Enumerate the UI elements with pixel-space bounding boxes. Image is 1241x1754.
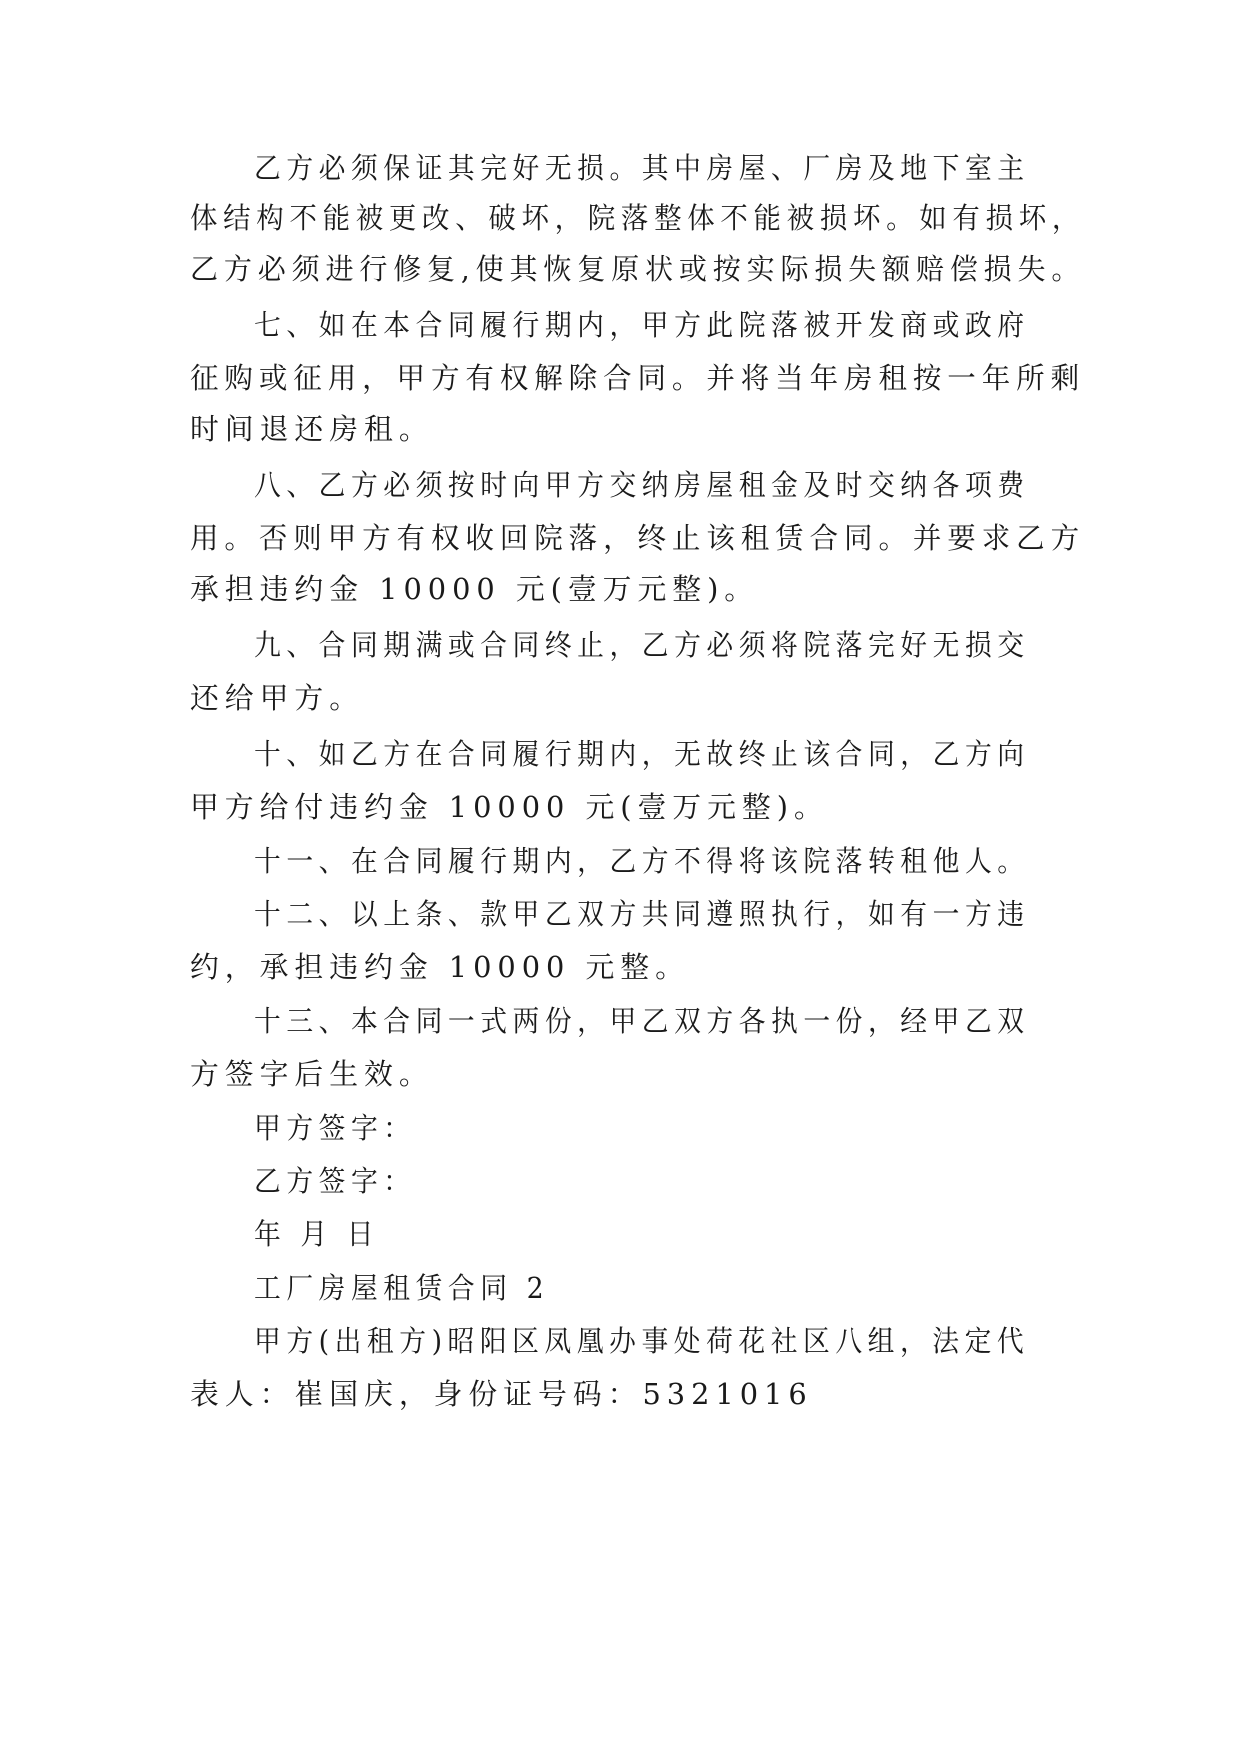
text-line: 九、合同期满或合同终止，乙方必须将院落完好无损交 [254, 628, 1030, 662]
text-line: 七、如在本合同履行期内，甲方此院落被开发商或政府 [254, 308, 1030, 342]
text-line: 十一、在合同履行期内，乙方不得将该院落转租他人。 [254, 844, 1030, 878]
text-line: 八、乙方必须按时向甲方交纳房屋租金及时交纳各项费 [254, 468, 1030, 502]
text-line: 甲方给付违约金 10000 元(壹万元整)。 [190, 790, 829, 824]
text-line: 用。否则甲方有权收回院落，终止该租赁合同。并要求乙方 [190, 521, 1086, 555]
text-line: 体结构不能被更改、破坏，院落整体不能被损坏。如有损坏， [190, 201, 1086, 235]
text-line: 还给甲方。 [190, 681, 365, 715]
date-line: 年 月 日 [254, 1217, 380, 1251]
signature-line-party-b: 乙方签字： [254, 1164, 416, 1198]
text-line: 时间退还房租。 [190, 412, 434, 446]
text-line: 乙方必须保证其完好无损。其中房屋、厂房及地下室主 [254, 151, 1030, 185]
text-line: 表人：崔国庆，身份证号码：5321016 [190, 1377, 813, 1411]
text-line: 甲方(出租方)昭阳区凤凰办事处荷花社区八组，法定代 [254, 1324, 1030, 1358]
text-line: 方签字后生效。 [190, 1057, 434, 1091]
signature-line-party-a: 甲方签字： [254, 1111, 416, 1145]
text-line: 征购或征用，甲方有权解除合同。并将当年房租按一年所剩 [190, 361, 1086, 395]
text-line: 十、如乙方在合同履行期内，无故终止该合同，乙方向 [254, 737, 1030, 771]
text-line: 十三、本合同一式两份，甲乙双方各执一份，经甲乙双 [254, 1004, 1030, 1038]
text-line: 十二、以上条、款甲乙双方共同遵照执行，如有一方违 [254, 897, 1030, 931]
section-title: 工厂房屋租赁合同 2 [254, 1271, 550, 1305]
text-line: 约，承担违约金 10000 元整。 [190, 950, 690, 984]
text-line: 承担违约金 10000 元(壹万元整)。 [190, 572, 760, 606]
text-line: 乙方必须进行修复,使其恢复原状或按实际损失额赔偿损失。 [190, 252, 1086, 286]
